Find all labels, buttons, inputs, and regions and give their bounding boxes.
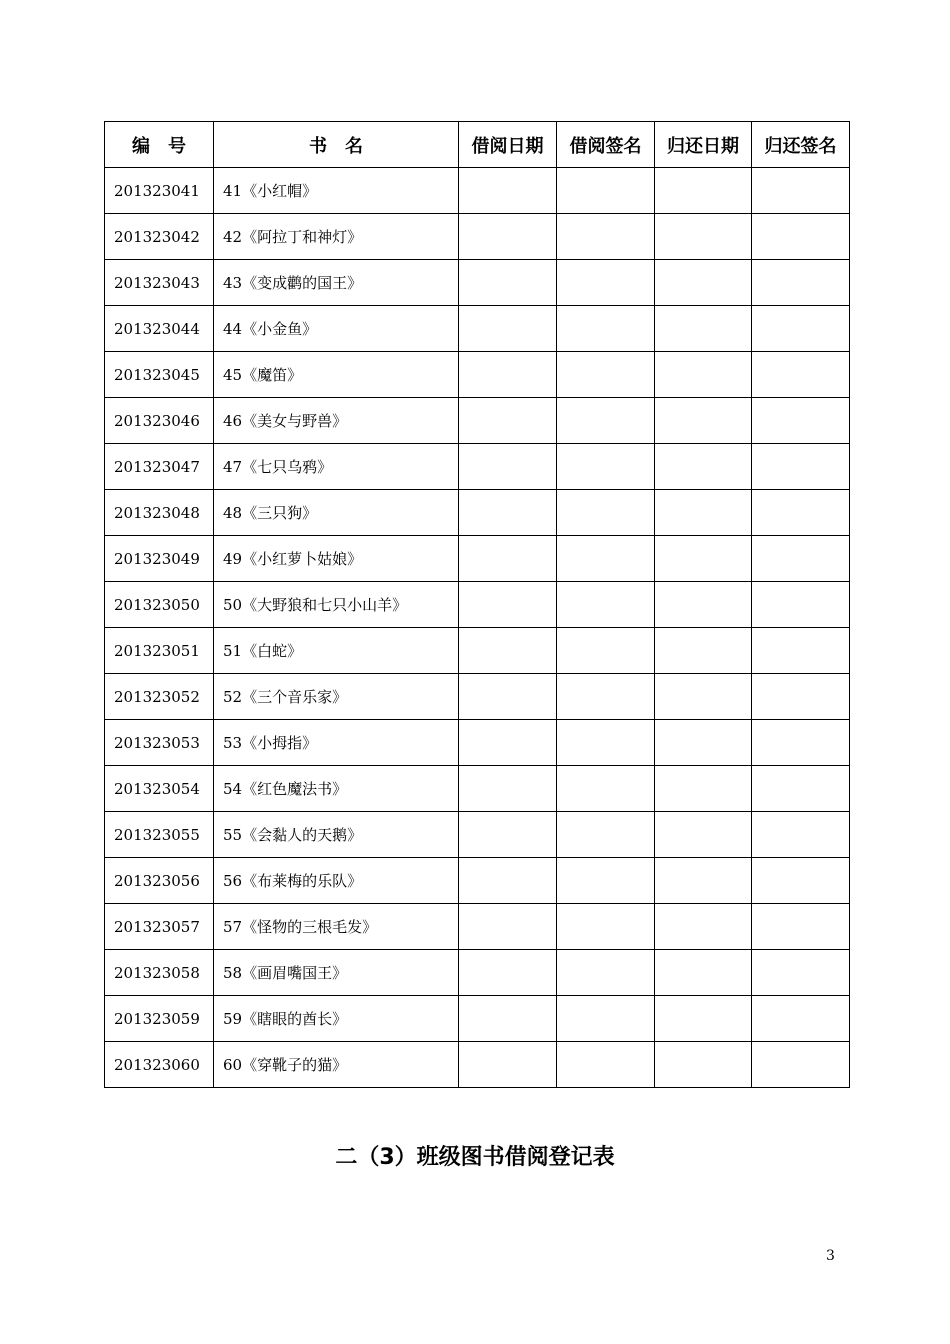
return-signature-cell[interactable] xyxy=(752,260,850,306)
return-signature-cell[interactable] xyxy=(752,720,850,766)
book-title-cell: 54《红色魔法书》 xyxy=(214,766,459,812)
borrow-date-cell[interactable] xyxy=(459,444,557,490)
book-title-cell: 60《穿靴子的猫》 xyxy=(214,1042,459,1088)
return-date-cell[interactable] xyxy=(655,950,752,996)
borrow-signature-cell[interactable] xyxy=(557,214,655,260)
header-borrow-date: 借阅日期 xyxy=(459,122,557,168)
borrow-date-cell[interactable] xyxy=(459,812,557,858)
page-number: 3 xyxy=(826,1248,835,1264)
table-row xyxy=(105,214,850,260)
table-row xyxy=(105,582,850,628)
return-signature-cell[interactable] xyxy=(752,858,850,904)
book-id-cell: 201323042 xyxy=(105,214,214,260)
borrow-signature-cell[interactable] xyxy=(557,536,655,582)
return-date-cell[interactable] xyxy=(655,720,752,766)
borrow-date-cell[interactable] xyxy=(459,306,557,352)
borrow-signature-cell[interactable] xyxy=(557,858,655,904)
table-row xyxy=(105,306,850,352)
borrow-signature-cell[interactable] xyxy=(557,812,655,858)
return-date-cell[interactable] xyxy=(655,858,752,904)
table-row xyxy=(105,168,850,214)
book-title-cell: 51《白蛇》 xyxy=(214,628,459,674)
book-title-cell: 42《阿拉丁和神灯》 xyxy=(214,214,459,260)
return-signature-cell[interactable] xyxy=(752,536,850,582)
borrow-signature-cell[interactable] xyxy=(557,674,655,720)
book-id-cell: 201323043 xyxy=(105,260,214,306)
book-id-cell: 201323044 xyxy=(105,306,214,352)
table-row xyxy=(105,950,850,996)
table-row xyxy=(105,996,850,1042)
return-date-cell[interactable] xyxy=(655,260,752,306)
table-row xyxy=(105,260,850,306)
return-signature-cell[interactable] xyxy=(752,214,850,260)
borrow-signature-cell[interactable] xyxy=(557,352,655,398)
borrow-signature-cell[interactable] xyxy=(557,1042,655,1088)
return-signature-cell[interactable] xyxy=(752,1042,850,1088)
borrow-date-cell[interactable] xyxy=(459,904,557,950)
book-id-cell: 201323057 xyxy=(105,904,214,950)
borrow-date-cell[interactable] xyxy=(459,628,557,674)
borrow-date-cell[interactable] xyxy=(459,214,557,260)
borrow-date-cell[interactable] xyxy=(459,398,557,444)
return-signature-cell[interactable] xyxy=(752,582,850,628)
borrow-date-cell[interactable] xyxy=(459,168,557,214)
return-signature-cell[interactable] xyxy=(752,766,850,812)
return-signature-cell[interactable] xyxy=(752,904,850,950)
return-signature-cell[interactable] xyxy=(752,444,850,490)
return-date-cell[interactable] xyxy=(655,214,752,260)
table-row xyxy=(105,398,850,444)
return-signature-cell[interactable] xyxy=(752,674,850,720)
borrow-date-cell[interactable] xyxy=(459,352,557,398)
book-id-cell: 201323045 xyxy=(105,352,214,398)
borrow-signature-cell[interactable] xyxy=(557,168,655,214)
table-row xyxy=(105,904,850,950)
book-loan-register-table xyxy=(104,121,850,1088)
return-signature-cell[interactable] xyxy=(752,168,850,214)
borrow-signature-cell[interactable] xyxy=(557,950,655,996)
return-date-cell[interactable] xyxy=(655,168,752,214)
book-id-cell: 201323056 xyxy=(105,858,214,904)
book-title-cell: 59《瞎眼的酋长》 xyxy=(214,996,459,1042)
table-row xyxy=(105,628,850,674)
book-id-cell: 201323041 xyxy=(105,168,214,214)
return-date-cell[interactable] xyxy=(655,352,752,398)
book-title-cell: 46《美女与野兽》 xyxy=(214,398,459,444)
table-row xyxy=(105,352,850,398)
table-header-row xyxy=(105,122,850,168)
borrow-signature-cell[interactable] xyxy=(557,996,655,1042)
borrow-signature-cell[interactable] xyxy=(557,398,655,444)
book-title-cell: 43《变成鹳的国王》 xyxy=(214,260,459,306)
book-title-cell: 49《小红萝卜姑娘》 xyxy=(214,536,459,582)
borrow-date-cell[interactable] xyxy=(459,950,557,996)
return-signature-cell[interactable] xyxy=(752,628,850,674)
borrow-date-cell[interactable] xyxy=(459,490,557,536)
return-signature-cell[interactable] xyxy=(752,352,850,398)
book-id-cell: 201323053 xyxy=(105,720,214,766)
header-borrow-signature: 借阅签名 xyxy=(557,122,655,168)
table-row xyxy=(105,720,850,766)
return-date-cell[interactable] xyxy=(655,812,752,858)
header-title: 书 名 xyxy=(214,122,459,168)
page-title: 二（3）班级图书借阅登记表 xyxy=(335,1145,615,1170)
borrow-signature-cell[interactable] xyxy=(557,490,655,536)
book-id-cell: 201323055 xyxy=(105,812,214,858)
return-date-cell[interactable] xyxy=(655,674,752,720)
book-id-cell: 201323059 xyxy=(105,996,214,1042)
book-title-cell: 55《会黏人的天鹅》 xyxy=(214,812,459,858)
borrow-date-cell[interactable] xyxy=(459,536,557,582)
borrow-date-cell[interactable] xyxy=(459,996,557,1042)
book-id-cell: 201323060 xyxy=(105,1042,214,1088)
borrow-signature-cell[interactable] xyxy=(557,628,655,674)
table-row xyxy=(105,812,850,858)
book-id-cell: 201323049 xyxy=(105,536,214,582)
borrow-signature-cell[interactable] xyxy=(557,766,655,812)
return-date-cell[interactable] xyxy=(655,766,752,812)
book-id-cell: 201323046 xyxy=(105,398,214,444)
table-row xyxy=(105,858,850,904)
return-signature-cell[interactable] xyxy=(752,490,850,536)
borrow-date-cell[interactable] xyxy=(459,858,557,904)
borrow-date-cell[interactable] xyxy=(459,1042,557,1088)
book-title-cell: 47《七只乌鸦》 xyxy=(214,444,459,490)
book-title-cell: 57《怪物的三根毛发》 xyxy=(214,904,459,950)
book-title-cell: 53《小拇指》 xyxy=(214,720,459,766)
return-date-cell[interactable] xyxy=(655,398,752,444)
book-title-cell: 50《大野狼和七只小山羊》 xyxy=(214,582,459,628)
return-date-cell[interactable] xyxy=(655,996,752,1042)
return-signature-cell[interactable] xyxy=(752,306,850,352)
book-id-cell: 201323054 xyxy=(105,766,214,812)
book-title-cell: 48《三只狗》 xyxy=(214,490,459,536)
header-return-date: 归还日期 xyxy=(655,122,752,168)
book-id-cell: 201323047 xyxy=(105,444,214,490)
header-id: 编 号 xyxy=(105,122,214,168)
table-row xyxy=(105,444,850,490)
return-date-cell[interactable] xyxy=(655,444,752,490)
return-signature-cell[interactable] xyxy=(752,812,850,858)
book-title-cell: 44《小金鱼》 xyxy=(214,306,459,352)
book-title-cell: 45《魔笛》 xyxy=(214,352,459,398)
book-title-cell: 52《三个音乐家》 xyxy=(214,674,459,720)
return-date-cell[interactable] xyxy=(655,1042,752,1088)
table-row xyxy=(105,674,850,720)
book-id-cell: 201323052 xyxy=(105,674,214,720)
book-id-cell: 201323051 xyxy=(105,628,214,674)
table-row xyxy=(105,1042,850,1088)
table-body xyxy=(105,168,850,1088)
borrow-date-cell[interactable] xyxy=(459,766,557,812)
return-signature-cell[interactable] xyxy=(752,398,850,444)
table-row xyxy=(105,490,850,536)
book-title-cell: 56《布莱梅的乐队》 xyxy=(214,858,459,904)
return-signature-cell[interactable] xyxy=(752,950,850,996)
book-title-cell: 41《小红帽》 xyxy=(214,168,459,214)
borrow-date-cell[interactable] xyxy=(459,582,557,628)
header-return-signature: 归还签名 xyxy=(752,122,850,168)
book-id-cell: 201323050 xyxy=(105,582,214,628)
borrow-date-cell[interactable] xyxy=(459,674,557,720)
borrow-signature-cell[interactable] xyxy=(557,582,655,628)
borrow-signature-cell[interactable] xyxy=(557,720,655,766)
borrow-signature-cell[interactable] xyxy=(557,444,655,490)
borrow-signature-cell[interactable] xyxy=(557,904,655,950)
return-signature-cell[interactable] xyxy=(752,996,850,1042)
return-date-cell[interactable] xyxy=(655,306,752,352)
return-date-cell[interactable] xyxy=(655,582,752,628)
return-date-cell[interactable] xyxy=(655,490,752,536)
borrow-signature-cell[interactable] xyxy=(557,260,655,306)
book-title-cell: 58《画眉嘴国王》 xyxy=(214,950,459,996)
borrow-date-cell[interactable] xyxy=(459,260,557,306)
return-date-cell[interactable] xyxy=(655,904,752,950)
table-row xyxy=(105,766,850,812)
borrow-signature-cell[interactable] xyxy=(557,306,655,352)
return-date-cell[interactable] xyxy=(655,628,752,674)
table-row xyxy=(105,536,850,582)
book-id-cell: 201323048 xyxy=(105,490,214,536)
borrow-date-cell[interactable] xyxy=(459,720,557,766)
return-date-cell[interactable] xyxy=(655,536,752,582)
book-id-cell: 201323058 xyxy=(105,950,214,996)
